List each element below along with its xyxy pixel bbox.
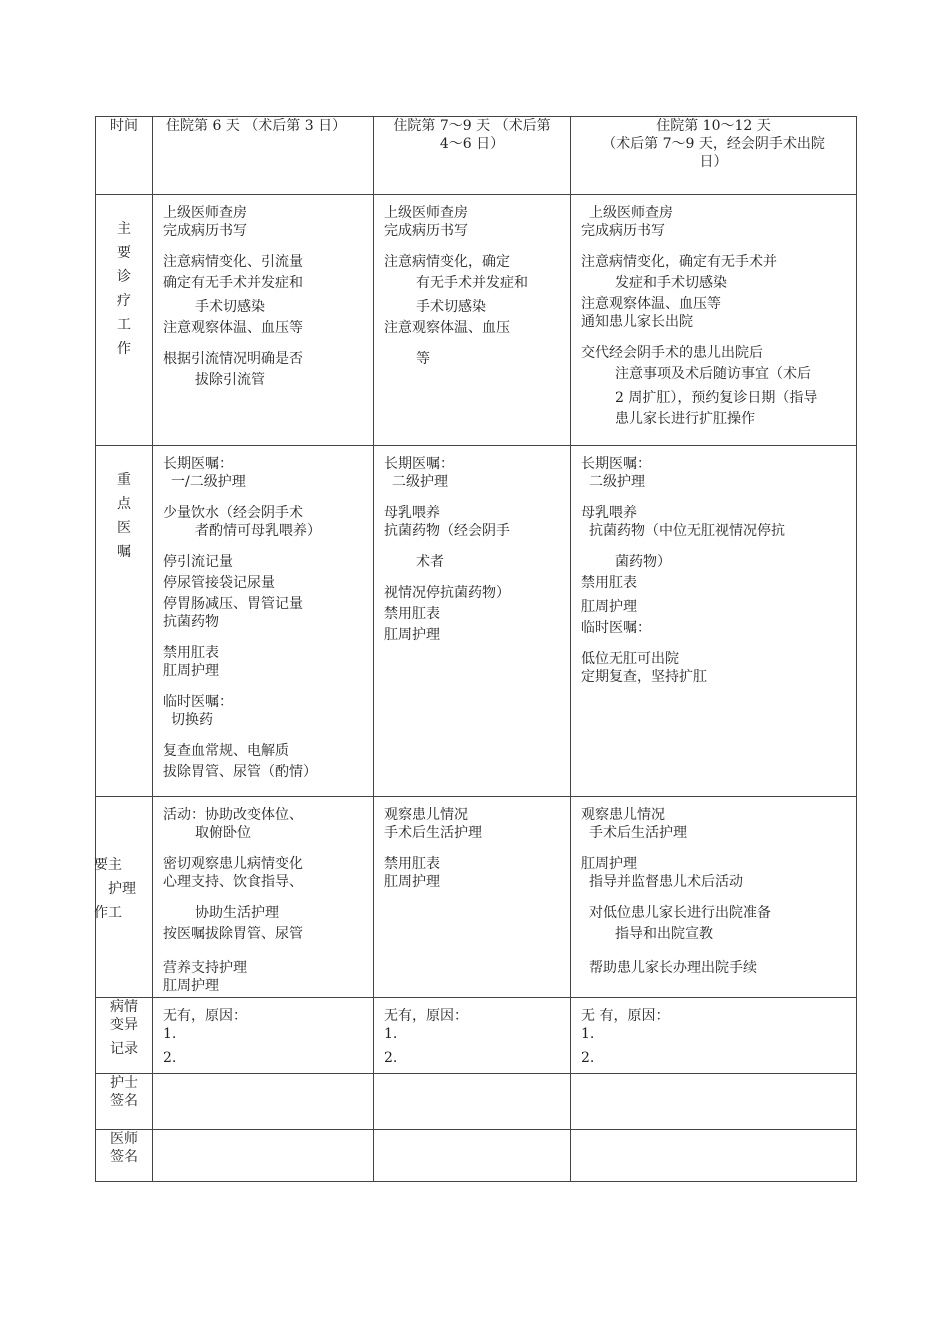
list-item: 长期医嘱： [581, 456, 651, 472]
variance-label-cell [96, 998, 153, 1074]
day10-12-header-line1: 住院第 10〜12 天 [656, 118, 771, 134]
list-item: 停胃肠减压、胃管记量 [163, 596, 303, 612]
list-item: 拔除引流管 [195, 372, 265, 388]
list-item: 二级护理 [392, 474, 448, 490]
nursing-row [96, 797, 857, 998]
list-item: 定期复查，坚持扩肛 [581, 669, 707, 685]
list-item: 按医嘱拔除胃管、尿管 [163, 926, 303, 942]
list-item: 视情况停抗菌药物） [384, 585, 510, 601]
row-label-char: 医 [117, 520, 131, 536]
list-item: 肛周护理 [581, 599, 637, 615]
list-item: 抗菌药物（经会阴手 [384, 523, 510, 539]
list-item: 心理支持、饮食指导、 [163, 874, 303, 890]
list-item: 观察患儿情况 [581, 807, 665, 823]
row-label-char: 要 [117, 245, 131, 261]
list-item: 有无手术并发症和 [416, 275, 528, 291]
list-item: 交代经会阴手术的患儿出院后 [581, 345, 763, 361]
list-item: 临时医嘱： [581, 620, 651, 636]
list-item: 者酌情可母乳喂养） [195, 523, 321, 539]
day6-header-cell [153, 117, 374, 195]
row-label-line: 签名 [110, 1149, 138, 1165]
list-item: 密切观察患儿病情变化 [163, 856, 303, 872]
list-item: 母乳喂养 [581, 505, 637, 521]
list-item: 低位无肛可出院 [581, 651, 679, 667]
row-label-char: 重 [117, 472, 131, 488]
list-item: 根据引流情况明确是否 [163, 351, 303, 367]
list-item: 停尿管接袋记尿量 [163, 575, 275, 591]
list-item: 注意观察体温、血压等 [581, 296, 721, 312]
row-label-line: 变异 [110, 1017, 138, 1033]
variance-day6-cell [153, 998, 374, 1074]
list-item: 肛周护理 [163, 978, 219, 994]
list-item: 禁用肛表 [384, 606, 440, 622]
row-label-line: 护士 [110, 1075, 138, 1091]
list-item: 手术切感染 [416, 299, 486, 315]
list-item: 注意观察体温、血压等 [163, 320, 303, 336]
list-item: 肛周护理 [581, 856, 637, 872]
list-item: 上级医师查房 [163, 205, 247, 221]
main-work-label-cell [96, 195, 153, 446]
variance-reason-1: 1. [163, 1026, 177, 1042]
variance-option: 无有，原因： [384, 1008, 468, 1024]
main-work-row [96, 195, 857, 446]
variance-option: 无有，原因： [163, 1008, 247, 1024]
row-label-char: 疗 [117, 293, 131, 309]
row-label-line: 医师 [110, 1131, 138, 1147]
list-item: 拔除胃管、尿管（酌情） [163, 764, 317, 780]
variance-reason-2: 2. [581, 1050, 595, 1066]
list-item: 确定有无手术并发症和 [163, 275, 303, 291]
list-item: 指导并监督患儿术后活动 [589, 874, 743, 890]
key-orders-label-cell [96, 446, 153, 797]
main-work-day6-cell [153, 195, 374, 446]
nurse-sign-day7-9-field[interactable] [374, 1074, 571, 1130]
list-item: 发症和手术切感染 [615, 275, 727, 291]
variance-reason-1: 1. [581, 1026, 595, 1042]
list-item: 注意病情变化、引流量 [163, 254, 303, 270]
list-item: 禁用肛表 [581, 575, 637, 591]
row-label-char: 作 [117, 341, 131, 357]
list-item: 取俯卧位 [195, 825, 251, 841]
variance-day10-12-cell [571, 998, 857, 1074]
list-item: 二级护理 [589, 474, 645, 490]
list-item: 菌药物） [615, 554, 671, 570]
day7-9-header-line1: 住院第 7〜9 天 （术后第 [393, 118, 551, 134]
list-item: 切换药 [171, 712, 213, 728]
main-work-day10-12-cell [571, 195, 857, 446]
list-item: 手术后生活护理 [384, 825, 482, 841]
day7-9-header-line2: 4〜6 日） [439, 136, 505, 152]
variance-reason-1: 1. [384, 1026, 398, 1042]
day10-12-header-line3: 日） [699, 154, 728, 170]
list-item: 禁用肛表 [163, 645, 219, 661]
list-item: 停引流记量 [163, 554, 233, 570]
clinical-pathway-table [95, 116, 857, 1182]
list-item: 观察患儿情况 [384, 807, 468, 823]
variance-option: 无 有，原因： [581, 1008, 670, 1024]
list-item: 手术切感染 [195, 299, 265, 315]
list-item: 注意观察体温、血压 [384, 320, 510, 336]
list-item: 等 [416, 351, 430, 367]
variance-reason-2: 2. [163, 1050, 177, 1066]
day10-12-header-line2: （术后第 7〜9 天，经会阴手术出院 [602, 136, 825, 152]
day6-header: 住院第 6 天 （术后第 3 日） [166, 118, 347, 134]
variance-day7-9-cell [374, 998, 571, 1074]
list-item: 完成病历书写 [384, 223, 468, 239]
key-orders-day10-12-cell [571, 446, 857, 797]
row-label-line: 记录 [110, 1041, 138, 1057]
key-orders-row [96, 446, 857, 797]
list-item: 帮助患儿家长办理出院手续 [589, 960, 757, 976]
row-label-line: 签名 [110, 1093, 138, 1109]
main-work-day7-9-cell [374, 195, 571, 446]
nurse-sign-row [96, 1074, 857, 1130]
list-item: 手术后生活护理 [589, 825, 687, 841]
nursing-label-cell [96, 797, 153, 998]
list-item: 通知患儿家长出院 [581, 314, 693, 330]
list-item: 指导和出院宣教 [615, 926, 713, 942]
list-item: 注意病情变化，确定 [384, 254, 510, 270]
nurse-sign-day10-12-field[interactable] [571, 1074, 857, 1130]
list-item: 患儿家长进行扩肛操作 [615, 411, 755, 427]
list-item: 一/二级护理 [171, 474, 246, 490]
time-label: 时间 [110, 118, 138, 134]
header-row [96, 117, 857, 195]
list-item: 禁用肛表 [384, 856, 440, 872]
row-label-char: 点 [117, 496, 131, 512]
doctor-sign-day6-field[interactable] [153, 1130, 374, 1182]
list-item: 完成病历书写 [581, 223, 665, 239]
list-item: 肛周护理 [384, 874, 440, 890]
list-item: 复查血常规、电解质 [163, 743, 289, 759]
list-item: 少量饮水（经会阴手术 [163, 505, 303, 521]
nurse-sign-day6-field[interactable] [153, 1074, 374, 1130]
nursing-day10-12-cell [571, 797, 857, 998]
list-item: 抗菌药物（中位无肛视情况停抗 [589, 523, 785, 539]
list-item: 肛周护理 [384, 627, 440, 643]
list-item: 临时医嘱： [163, 694, 233, 710]
day7-9-header-cell [374, 117, 571, 195]
key-orders-day7-9-cell [374, 446, 571, 797]
list-item: 肛周护理 [163, 663, 219, 679]
row-label-line: 要主 [94, 857, 122, 873]
list-item: 术者 [416, 554, 444, 570]
nursing-day6-cell [153, 797, 374, 998]
list-item: 完成病历书写 [163, 223, 247, 239]
key-orders-day6-cell [153, 446, 374, 797]
variance-row [96, 998, 857, 1074]
variance-reason-2: 2. [384, 1050, 398, 1066]
list-item: 营养支持护理 [163, 960, 247, 976]
list-item: 注意事项及术后随访事宜（术后 [615, 366, 811, 382]
day10-12-header-cell [571, 117, 857, 195]
list-item: 2 周扩肛），预约复诊日期（指导 [615, 390, 818, 406]
list-item: 抗菌药物 [163, 614, 219, 630]
doctor-sign-row [96, 1130, 857, 1182]
row-label-line: 护理 [108, 881, 136, 897]
row-label-line: 作工 [94, 905, 122, 921]
row-label-line: 病情 [110, 999, 138, 1015]
list-item: 长期医嘱： [384, 456, 454, 472]
time-header-cell [96, 117, 153, 195]
list-item: 活动：协助改变体位、 [163, 807, 303, 823]
doctor-sign-day10-12-field[interactable] [571, 1130, 857, 1182]
list-item: 对低位患儿家长进行出院准备 [589, 905, 771, 921]
list-item: 上级医师查房 [384, 205, 468, 221]
nurse-sign-label-cell [96, 1074, 153, 1130]
nursing-day7-9-cell [374, 797, 571, 998]
list-item: 上级医师查房 [589, 205, 673, 221]
row-label-char: 嘱 [117, 544, 131, 560]
row-label-char: 主 [117, 221, 131, 237]
row-label-char: 诊 [117, 269, 131, 285]
list-item: 母乳喂养 [384, 505, 440, 521]
list-item: 协助生活护理 [195, 905, 279, 921]
row-label-char: 工 [117, 317, 131, 333]
list-item: 注意病情变化，确定有无手术并 [581, 254, 777, 270]
list-item: 长期医嘱： [163, 456, 233, 472]
doctor-sign-label-cell [96, 1130, 153, 1182]
doctor-sign-day7-9-field[interactable] [374, 1130, 571, 1182]
